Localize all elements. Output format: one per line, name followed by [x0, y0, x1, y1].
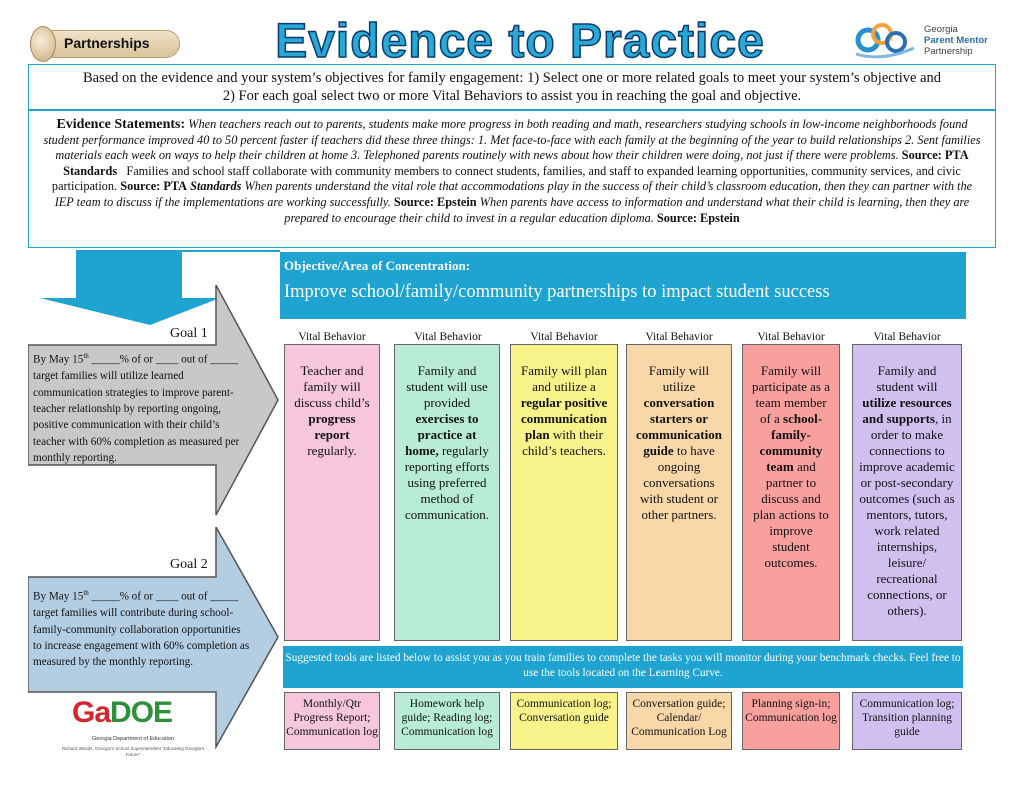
instructions-line-2: 2) For each goal select two or more Vital Behaviors to assist you in reaching the goal and objective. — [222, 88, 802, 104]
objective-band — [280, 252, 966, 319]
evidence-source-1: Source: PTA Standards — [63, 148, 969, 178]
tool-box-6: Communication log; Transition planning guide — [852, 692, 962, 750]
evidence-source-4: Source: Epstein — [656, 210, 740, 225]
vital-behavior-text: Family and student will — [876, 363, 938, 394]
vital-behavior-text: regular positive communication plan — [520, 395, 608, 442]
vital-behavior-box-5 — [742, 344, 840, 641]
goal-2-title: Goal 2 — [170, 557, 208, 572]
evidence-statement-4: When parents have access to information and understand what their child is learning, then they are prepared to encourage their child to invest in a regular education diploma. — [284, 194, 970, 225]
vital-behavior-label: Vital Behavior — [645, 331, 713, 343]
vital-behavior-box-2 — [394, 344, 500, 641]
vital-behavior-text: to have ongoing conversations with student or other partners. — [640, 443, 718, 522]
scroll-end-shape — [30, 26, 56, 62]
vital-behavior-box-6 — [852, 344, 962, 641]
partnerships-badge — [30, 26, 180, 62]
tool-box-3: Communication log; Conversation guide — [510, 692, 618, 750]
vital-behavior-label: Vital Behavior — [298, 331, 366, 343]
vital-behavior-box-1 — [284, 344, 380, 641]
vital-behavior-box-3 — [510, 344, 618, 641]
tool-box-5: Planning sign-in; Communication log — [742, 692, 840, 750]
vital-behavior-text: conversation starters or communication guide — [636, 395, 722, 458]
vital-behavior-text: regularly. — [307, 443, 357, 458]
vital-behavior-text: school-family-community team — [759, 411, 823, 474]
vital-behavior-label: Vital Behavior — [414, 331, 482, 343]
objective-text: Improve school/family/community partnerships to impact student success — [284, 282, 830, 302]
gpmp-logo-text: Georgia Parent Mentor Partnership — [924, 24, 988, 57]
vital-behavior-label: Vital Behavior — [757, 331, 825, 343]
goal-2-text: By May 15th _____% of or ____ out of _____ target families will contribute during school-family-community collaboration opportunities to increase engagement with 60% completion as measured by the monthly reporting. — [33, 589, 250, 669]
objective-label: Objective/Area of Concentration: — [284, 258, 471, 273]
vital-behavior-label: Vital Behavior — [873, 331, 941, 343]
vital-behavior-text: regularly reporting efforts using preferred method of communication. — [404, 443, 490, 522]
vital-behavior-label: Vital Behavior — [530, 331, 598, 343]
gpmp-swirl-icon — [852, 18, 918, 62]
gadoe-subtitle: Georgia Department of Education — [92, 736, 174, 742]
vital-behavior-text: Family and student will use provided — [406, 363, 488, 410]
evidence-source-2-standards: Standards — [190, 179, 242, 194]
evidence-statements-box — [28, 110, 996, 248]
vital-behavior-text: Teacher and family will discuss child’s — [294, 363, 370, 410]
tool-box-2: Homework help guide; Reading log; Communication log — [394, 692, 500, 750]
goal-1-text: By May 15th _____% of or ____ out of _____ target families will utilize learned communication strategies to improve parent-teacher relationship by reporting ongoing, positive communication with their child’s teacher with 60% completion as measured per monthly reporting. — [33, 352, 240, 465]
gadoe-logo — [58, 696, 208, 766]
tool-box-4: Conversation guide; Calendar/ Communication Log — [626, 692, 732, 750]
vital-behavior-text: progress report — [308, 411, 356, 442]
goal-1-title: Goal 1 — [170, 326, 208, 341]
evidence-statement-2: Families and school staff collaborate with community members to connect students, families, and staff to expanded learning opportunities, community services, and civic participation. — [51, 163, 961, 194]
evidence-source-2: Source: PTA — [120, 179, 188, 194]
page-title: Evidence to Practice — [275, 15, 765, 68]
vital-behavior-text: Family will participate as a team member of a — [752, 363, 830, 426]
evidence-heading: Evidence Statements: — [56, 117, 186, 132]
vital-behavior-text: exercises to practice at home, — [405, 411, 479, 458]
vital-behavior-text: , in order to make connections to improve academic or post-secondary outcomes (such as mentors, tutors, work related internships, leisure/ recreational connections, or others). — [859, 411, 955, 618]
tool-box-1: Monthly/Qtr Progress Report; Communication log — [284, 692, 380, 750]
gadoe-mark: GaDOE — [72, 696, 173, 729]
instructions-line-1: Based on the evidence and your system’s objectives for family engagement: 1) Select one or more related goals to meet your system’s objective and — [82, 70, 942, 86]
vital-behavior-text: with their child’s teachers. — [522, 427, 606, 458]
gadoe-tagline: Richard Woods, Georgia's School Superintendent "Educating Georgia's Future" — [61, 746, 205, 757]
vital-behavior-text: Family will plan and utilize a — [521, 363, 607, 394]
suggested-tools-banner: Suggested tools are listed below to assist you as you train families to complete the tasks you will monitor during your benchmark checks. Feel free to use the tools located on the Learning Curve. — [283, 646, 963, 688]
vital-behavior-text: utilize resources and supports — [862, 395, 952, 426]
evidence-statement-1: When teachers reach out to parents, students make more progress in both reading and math, researchers studying schools in low-income neighborhoods found student performance improved 40 to 50 percent faster if teachers did these three things: 1. Met face-to-face with each family at the beginning of the year to build relationships 2. Sent families materials each week on ways to help their children at home 3. Telephoned parents routinely with news about how their children were doing, not just if there were problems. — [43, 117, 981, 163]
vital-behavior-text: and partner to discuss and plan actions to improve student outcomes. — [753, 459, 829, 570]
instructions-box — [28, 64, 996, 110]
badge-label: Partnerships — [64, 35, 150, 51]
vital-behavior-box-4 — [626, 344, 732, 641]
vital-behavior-text: Family will utilize — [648, 363, 710, 394]
gpmp-logo — [852, 18, 1022, 62]
evidence-source-3: Source: Epstein — [393, 194, 477, 209]
evidence-statement-3: When parents understand the vital role that accommodations play in the success of their child’s classroom education, then they can partner with the IEP team to discuss if the implementations are working successfully. — [54, 179, 973, 209]
